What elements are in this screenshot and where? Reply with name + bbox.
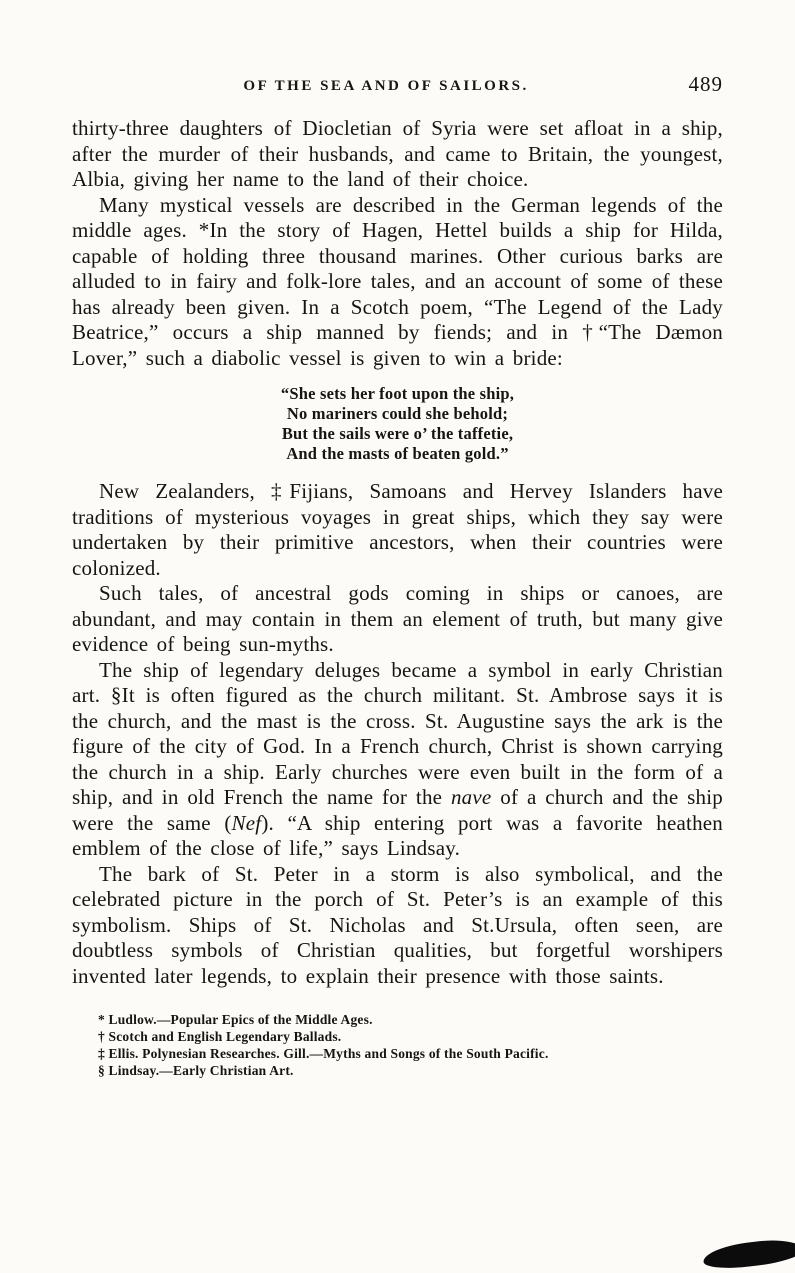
paragraph-5 [72,658,723,862]
footnote-1: * Ludlow.—Popular Epics of the Middle Ages. [98,1012,373,1027]
poem-line-4: And the masts of beaten gold.” [286,444,509,463]
running-title: OF THE SEA AND OF SAILORS. [243,78,529,94]
paragraph-5-text: of a church and the ship were the same ( [72,785,723,835]
poem-line-1: “She sets her foot upon the ship, [280,384,515,403]
paragraph-5-text: ). “A ship entering port was a favorite heathen emblem of the close of life,” says Lindsay. [72,810,723,860]
poem-line-2: No mariners could she behold; [286,404,509,423]
paragraph-3: New Zealanders, ‡Fijians, Samoans and Hervey Islanders have traditions of mysterious voyages in great ships, which they say were undertaken by their primitive ancestors, when their countries were colonized. [72,479,723,580]
page-header [72,72,723,106]
footnote-2: † Scotch and English Legendary Ballads. [98,1029,342,1044]
page-body [72,116,723,989]
scan-artifact [702,1236,795,1272]
poem-quote [72,384,723,464]
italic-word-nave: nave [450,785,492,809]
paragraph-4: Such tales, of ancestral gods coming in ships or canoes, are abundant, and may contain in them an element of truth, but many give evidence of being sun-myths. [72,581,723,656]
poem-line-3: But the sails were o’ the taffetie, [281,424,514,443]
paragraph-1: thirty-three daughters of Diocletian of Syria were set afloat in a ship, after the murder of their husbands, and came to Britain, the youngest, Albia, giving her name to the land of their choice. [72,116,723,191]
italic-word-nef: Nef [231,810,262,835]
footnote-4: § Lindsay.—Early Christian Art. [98,1063,294,1078]
paragraph-2: Many mystical vessels are described in the German legends of the middle ages. *In the story of Hagen, Hettel builds a ship for Hilda, capable of holding three thousand marines. Other curious barks are alluded to in fairy and folk-lore tales, and an account of some of these has already been given. In a Scotch poem, “The Legend of the Lady Beatrice,” occurs a ship manned by fiends; and in †“The Dæmon Lover,” such a diabolic vessel is given to win a bride: [72,192,723,370]
paragraph-5-text: The ship of legendary deluges became a symbol in early Christian art. §It is often figured as the church militant. St. Ambrose says it is the church, and the mast is the cross. St. Augustine says the ark is the figure of the city of God. In a French church, Christ is shown carrying the church in a ship. Early churches were even built in the form of a ship, and in old French the name for the [72,657,723,809]
footnotes [72,1011,723,1079]
page-number: 489 [688,72,723,96]
paragraph-6: The bark of St. Peter in a storm is also symbolical, and the celebrated picture in the porch of St. Peter’s is an example of this symbolism. Ships of St. Nicholas and St.Ursula, often seen, are doubtless symbols of Christian qualities, but forgetful worshipers invented later legends, to explain their presence with those saints. [72,861,723,988]
footnote-3: ‡ Ellis. Polynesian Researches. Gill.—Myths and Songs of the South Pacific. [98,1046,549,1061]
